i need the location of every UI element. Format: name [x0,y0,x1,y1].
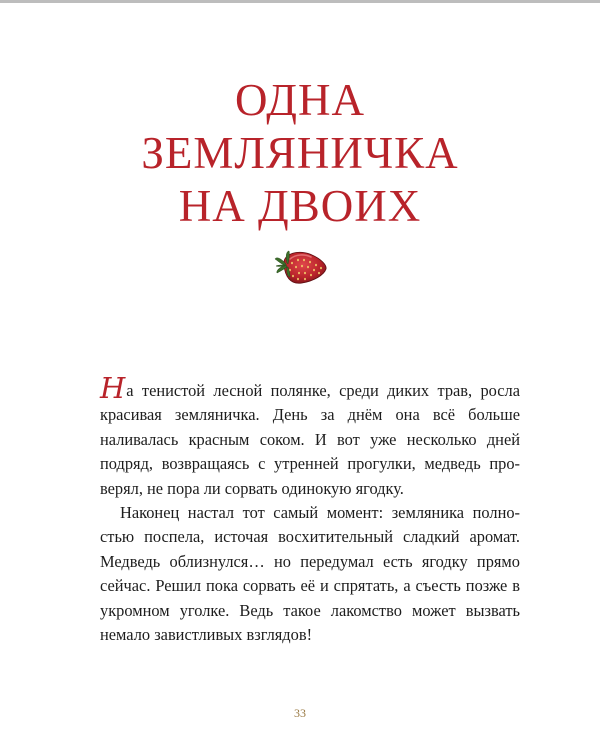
title-line-1: ОДНА [235,75,365,125]
top-rule [0,0,600,3]
paragraph-1-text: а тенистой лесной полянке, среди диких трав, росла красивая земляничка. День за днём она всё больше наливалась красным соком. И вот уже несколько дней подряд, возвращаясь с утренней прогулки, медведь проверял, не пора ли сорвать одинокую ягодку. [100,381,520,498]
strawberry-icon [274,245,328,287]
page-number: 33 [294,706,306,720]
paragraph-2: Наконец настал тот самый момент: земляника полностью поспела, источая восхитительный сладкий аромат. Медведь облизнулся… но передумал есть ягодку прямо сейчас. Решил пока сорвать её и спрятать, а съесть позже в укромном уголке. Ведь такое лакомство может вызвать немало завистливых взглядов! [100,503,520,645]
page-title [0,74,600,233]
title-line-3: НА ДВОИХ [178,181,422,231]
title-line-2: ЗЕМЛЯНИЧКА [141,128,459,178]
paragraph-1 [100,371,520,501]
story-text [100,371,520,647]
drop-cap: Н [100,371,126,405]
